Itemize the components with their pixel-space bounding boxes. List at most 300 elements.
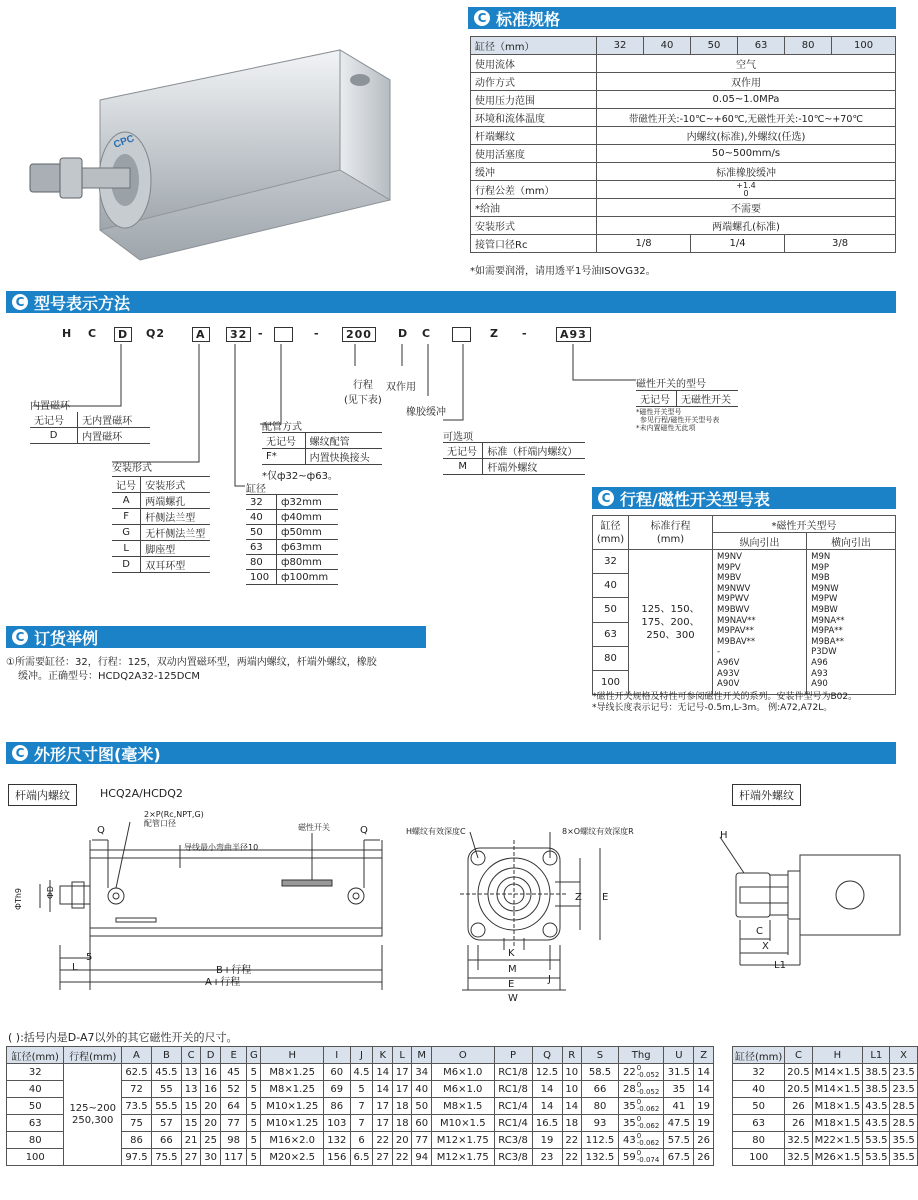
cell: 32.5 <box>785 1132 812 1149</box>
cell: 63 <box>7 1115 64 1132</box>
product-image <box>20 40 450 270</box>
code-part: - <box>522 327 528 340</box>
thg-base: 22 <box>623 1067 636 1078</box>
table-row <box>471 91 896 109</box>
cell: 5 <box>247 1081 261 1098</box>
cell: 23 <box>532 1149 562 1166</box>
dim-m-label: M <box>508 964 517 975</box>
header-cell: H <box>261 1047 324 1064</box>
switch-model: M9BAV** <box>717 636 756 647</box>
bore-title: 缸径 <box>246 484 266 495</box>
cell: 螺纹配管 <box>305 433 382 449</box>
cell <box>593 516 629 550</box>
tol-top: 0 <box>636 1115 642 1123</box>
cell: 内螺纹(标准),外螺纹(任选) <box>597 127 896 145</box>
mount-title: 安装形式 <box>112 463 152 474</box>
cell: 23.5 <box>890 1081 917 1098</box>
cell: 63 <box>246 540 277 555</box>
stroke-span-cell <box>64 1064 121 1166</box>
table-row <box>112 541 210 557</box>
cell: 行程公差（mm） <box>471 181 597 199</box>
cell: 17 <box>392 1064 411 1081</box>
spec-note: *如需要润滑，请用透平1号油ISOVG32。 <box>470 266 656 277</box>
cell: 80 <box>7 1132 64 1149</box>
cell: 无记号 <box>443 443 483 459</box>
cell: 52 <box>220 1081 246 1098</box>
bore-table <box>246 494 338 585</box>
cell: 63 <box>738 37 785 55</box>
cell: *磁性开关型号 <box>713 516 896 533</box>
cell: 132.5 <box>582 1149 619 1166</box>
table-row <box>593 550 896 695</box>
cell: 69 <box>324 1081 350 1098</box>
switch-model: M9PW <box>811 594 838 605</box>
cell: 55 <box>151 1081 181 1098</box>
thg-cell <box>618 1081 663 1098</box>
rod-end-table <box>732 1046 918 1166</box>
switch-model: M9PV <box>717 562 741 573</box>
cell: 杆端螺纹 <box>471 127 597 145</box>
cell: 32 <box>7 1064 64 1081</box>
thg-base: 35 <box>623 1118 636 1129</box>
cell: 无记号 <box>636 391 676 407</box>
cell: D <box>30 428 78 444</box>
cell: 67.5 <box>664 1149 694 1166</box>
cell: 94 <box>412 1149 431 1166</box>
table-row <box>471 127 896 145</box>
cell: 41 <box>664 1098 694 1115</box>
switch-model: A93V <box>717 668 740 679</box>
header-cell: I <box>324 1047 350 1064</box>
cell: 19 <box>694 1098 714 1115</box>
dimension-table <box>6 1046 714 1166</box>
magnet-title: 内置磁环 <box>30 401 70 412</box>
cell: 45.5 <box>151 1064 181 1081</box>
cell: 6 <box>350 1132 373 1149</box>
tol-bottom: -0.062 <box>636 1139 660 1147</box>
table-header-row <box>733 1047 918 1064</box>
cell: 接管口径Rc <box>471 235 597 253</box>
thg-tol <box>637 1133 660 1147</box>
header-cell: Z <box>694 1047 714 1064</box>
stroke-span-line: 250,300 <box>72 1114 114 1126</box>
stroke-notes <box>592 692 857 714</box>
cell: 缸径（mm） <box>471 37 597 55</box>
cell: 杆侧法兰型 <box>141 509 210 525</box>
cell: 4.5 <box>350 1064 373 1081</box>
cell: 20 <box>201 1115 220 1132</box>
cell: 86 <box>324 1098 350 1115</box>
switch-title: 磁性开关的型号 <box>636 379 706 390</box>
cell: 47.5 <box>664 1115 694 1132</box>
switch-model: A90V <box>717 679 740 690</box>
stroke-line: 250、300 <box>646 629 695 641</box>
tol-top: 0 <box>636 1132 642 1140</box>
cell: 7 <box>350 1115 373 1132</box>
tol-bottom: -0.062 <box>636 1122 660 1130</box>
table-row <box>471 181 896 199</box>
switch-model: M9BA** <box>811 636 845 647</box>
cell: 20.5 <box>785 1081 812 1098</box>
table-row <box>471 37 896 55</box>
cell: M12×1.75 <box>431 1149 494 1166</box>
thg-cell <box>618 1098 663 1115</box>
cell: 66 <box>582 1081 619 1098</box>
cell: 40 <box>644 37 691 55</box>
table-row <box>246 555 338 570</box>
tag-outer-thread: 杆端外螺纹 <box>732 784 801 806</box>
thg-base: 35 <box>623 1101 636 1112</box>
cell: 无内置磁环 <box>78 412 150 428</box>
cell: 98 <box>220 1132 246 1149</box>
switch-model: M9PAV** <box>717 626 754 637</box>
dim-w-label: W <box>508 993 518 1004</box>
cell: 14 <box>532 1098 562 1115</box>
header-cell: 缸径(mm) <box>733 1047 785 1064</box>
table-row <box>30 428 150 444</box>
switch-label: 磁性开关 <box>298 823 330 832</box>
dim-l-label: L <box>72 962 78 973</box>
cell: 23.5 <box>890 1064 917 1081</box>
header-cell: S <box>582 1047 619 1064</box>
section-bullet-icon: C <box>598 490 614 506</box>
cell: 100 <box>246 570 277 585</box>
code-part: A93 <box>556 327 591 342</box>
table-row <box>471 217 896 235</box>
dim-th9-label: ФTh9 <box>14 888 23 910</box>
table-row <box>471 163 896 181</box>
table-row <box>471 55 896 73</box>
table-row <box>262 449 382 465</box>
cell: 16 <box>201 1064 220 1081</box>
cell: 16 <box>201 1081 220 1098</box>
cell: 40 <box>246 510 277 525</box>
hdr-line: 标准行程 <box>650 520 691 532</box>
section-header-model <box>6 291 896 313</box>
cell: ф63mm <box>277 540 339 555</box>
cell: 50~500mm/s <box>597 145 896 163</box>
cell: 不需要 <box>597 199 896 217</box>
order-example <box>6 656 377 684</box>
cell: 22 <box>392 1149 411 1166</box>
cell: 无记号 <box>262 433 305 449</box>
cell: 15 <box>181 1115 200 1132</box>
cell: 86 <box>121 1132 151 1149</box>
table-row <box>733 1132 918 1149</box>
cell: 18 <box>392 1098 411 1115</box>
header-cell: G <box>247 1047 261 1064</box>
tag-inner-thread: 杆端内螺纹 <box>8 784 77 806</box>
table-header-row <box>7 1047 714 1064</box>
switch-model: M9PWV <box>717 594 750 605</box>
bore-cell: 100 <box>600 676 621 688</box>
cell: 26 <box>785 1115 812 1132</box>
cell: 53.5 <box>863 1132 890 1149</box>
table-row <box>246 495 338 510</box>
cell: 13 <box>181 1081 200 1098</box>
cell: M16×2.0 <box>261 1132 324 1149</box>
cell: 标准（杆端内螺纹） <box>483 443 585 459</box>
cell: M10×1.25 <box>261 1115 324 1132</box>
header-cell: D <box>201 1047 220 1064</box>
cell: M8×1.25 <box>261 1064 324 1081</box>
table-row <box>733 1098 918 1115</box>
order-line: ①所需要缸径：32，行程：125，双动内置磁环型，两端内螺纹，杆端外螺纹，橡胶 <box>6 657 377 668</box>
magnet-table <box>30 412 150 444</box>
table-row <box>30 412 150 428</box>
cell: M12×1.75 <box>431 1132 494 1149</box>
cell: 117 <box>220 1149 246 1166</box>
cell: 杆端外螺纹 <box>483 459 585 475</box>
cell: 22 <box>373 1132 392 1149</box>
cell: 脚座型 <box>141 541 210 557</box>
cell: 5 <box>350 1081 373 1098</box>
stroke-label-sub: (见下表) <box>344 395 382 406</box>
radial-list <box>807 550 896 695</box>
cell: ф100mm <box>277 570 339 585</box>
cell: 32.5 <box>785 1149 812 1166</box>
cell: 17 <box>373 1115 392 1132</box>
section-bullet-icon: C <box>12 745 28 761</box>
thg-base: 59 <box>623 1152 636 1163</box>
cell: F <box>112 509 141 525</box>
cell: RC1/4 <box>494 1098 532 1115</box>
header-cell: B <box>151 1047 181 1064</box>
pipe-note: *仅ф32~ф63。 <box>262 471 338 482</box>
stroke-label <box>344 376 382 406</box>
cell: 使用压力范围 <box>471 91 597 109</box>
header-cell: O <box>431 1047 494 1064</box>
bore-cell: 80 <box>593 647 628 671</box>
cell: 双作用 <box>597 73 896 91</box>
spec-table <box>470 36 896 253</box>
cell: 50 <box>733 1098 785 1115</box>
cell: 7 <box>350 1098 373 1115</box>
cell: 28.5 <box>890 1098 917 1115</box>
cell: 25 <box>201 1132 220 1149</box>
bore-cell: 40 <box>593 574 628 598</box>
cell: 使用流体 <box>471 55 597 73</box>
cell: 32 <box>733 1064 785 1081</box>
table-row <box>112 557 210 573</box>
cell: 带磁性开关:-10℃~+60℃,无磁性开关:-10℃~+70℃ <box>597 109 896 127</box>
cell: 77 <box>412 1132 431 1149</box>
cell: 内置快换接头 <box>305 449 382 465</box>
cell: 18 <box>562 1115 581 1132</box>
cell: 无记号 <box>30 412 78 428</box>
cell: 6.5 <box>350 1149 373 1166</box>
cell: 5 <box>247 1098 261 1115</box>
switch-model: M9NV <box>717 552 742 562</box>
cell: 动作方式 <box>471 73 597 91</box>
section-title: 外形尺寸图(毫米) <box>34 744 161 764</box>
stroke-switch-table <box>592 515 896 695</box>
thg-tol <box>637 1065 660 1079</box>
switch-model: M9BWV <box>717 604 750 615</box>
cell: 两端螺孔 <box>141 493 210 509</box>
cell: 50 <box>7 1098 64 1115</box>
cell: 32 <box>597 37 644 55</box>
thg-base: 43 <box>623 1135 636 1146</box>
cell: RC1/4 <box>494 1115 532 1132</box>
switch-note: 参见行程/磁性开关型号表 <box>640 416 720 424</box>
tol-bottom: -0.062 <box>636 1105 660 1113</box>
bore-cell: 50 <box>593 598 628 622</box>
switch-model: M9B <box>811 573 830 584</box>
thg-cell <box>618 1149 663 1166</box>
switch-model: A90 <box>811 679 828 690</box>
cell: 100 <box>7 1149 64 1166</box>
cell: 73.5 <box>121 1098 151 1115</box>
cell: 100 <box>733 1149 785 1166</box>
option-title: 可选项 <box>443 432 473 443</box>
cell: 14 <box>694 1081 714 1098</box>
hdr-line: (mm) <box>596 533 625 545</box>
cell: 63 <box>733 1115 785 1132</box>
table-row <box>246 540 338 555</box>
dim-f-label: 5 <box>86 952 93 963</box>
cell: D <box>112 557 141 573</box>
switch-table <box>636 390 738 407</box>
thg-base: 28 <box>623 1084 636 1095</box>
cell: M18×1.5 <box>812 1098 863 1115</box>
cell: 18 <box>392 1115 411 1132</box>
section-bullet-icon: C <box>12 294 28 310</box>
dim-k-label: K <box>508 948 515 959</box>
cell: G <box>112 525 141 541</box>
cell: 38.5 <box>863 1081 890 1098</box>
cell: 60 <box>412 1115 431 1132</box>
code-part: 32 <box>226 327 251 342</box>
table-row <box>112 477 210 493</box>
cell: 22 <box>562 1132 581 1149</box>
cell: 环境和流体温度 <box>471 109 597 127</box>
cell: RC3/8 <box>494 1149 532 1166</box>
port-callout <box>144 810 204 828</box>
cell <box>597 181 896 199</box>
cell: RC1/8 <box>494 1081 532 1098</box>
cell: 80 <box>582 1098 619 1115</box>
o-thread-label: 8×O螺纹有效深度R <box>562 827 634 836</box>
header-cell: P <box>494 1047 532 1064</box>
cell: 28.5 <box>890 1115 917 1132</box>
table-row <box>246 525 338 540</box>
switch-note: *未内置磁性无此项 <box>636 424 696 432</box>
switch-notes <box>636 408 719 432</box>
code-part: - <box>314 327 320 340</box>
tol-bottom: -0.052 <box>636 1071 660 1079</box>
cell: 标准橡胶缓冲 <box>597 163 896 181</box>
cell: 75.5 <box>151 1149 181 1166</box>
cell: 50 <box>246 525 277 540</box>
code-part: 200 <box>342 327 376 342</box>
cell: ф50mm <box>277 525 339 540</box>
code-part: □ <box>274 327 293 342</box>
table-row <box>7 1064 714 1081</box>
header-cell: L1 <box>863 1047 890 1064</box>
tol-top: 0 <box>636 1098 642 1106</box>
cell: 50 <box>691 37 738 55</box>
code-part: H <box>62 327 73 340</box>
cell: 100 <box>832 37 896 55</box>
code-part: Q2 <box>146 327 166 340</box>
section-header-spec <box>468 7 896 29</box>
switch-model: M9P <box>811 562 830 573</box>
stroke-note: *磁性开关规格及特性可参阅磁性开关的系列。安装件型号为B02。 <box>592 692 858 702</box>
tag-model: HCQ2A/HCDQ2 <box>100 787 183 800</box>
cell: 45 <box>220 1064 246 1081</box>
cell: 64 <box>220 1098 246 1115</box>
table-row <box>593 516 896 533</box>
cell: 19 <box>532 1132 562 1149</box>
double-label: 双作用 <box>386 382 416 393</box>
header-cell: K <box>373 1047 392 1064</box>
dim-q-label: Q <box>97 825 105 836</box>
cell: M14×1.5 <box>812 1081 863 1098</box>
cell: 66 <box>151 1132 181 1149</box>
cell: 156 <box>324 1149 350 1166</box>
table-row <box>262 433 382 449</box>
cell: 14 <box>373 1064 392 1081</box>
cell: 77 <box>220 1115 246 1132</box>
cell: 26 <box>694 1132 714 1149</box>
bore-cell: 63 <box>593 623 628 647</box>
cell: 112.5 <box>582 1132 619 1149</box>
switch-model: A93 <box>811 668 828 679</box>
header-cell: 缸径(mm) <box>7 1047 64 1064</box>
cell: RC3/8 <box>494 1132 532 1149</box>
code-part: □ <box>452 327 471 342</box>
cell: 53.5 <box>863 1149 890 1166</box>
cell: F* <box>262 449 305 465</box>
cell: 97.5 <box>121 1149 151 1166</box>
tol-bottom: 0 <box>743 188 749 198</box>
dim-note: ( ):括号内是D-A7以外的其它磁性开关的尺寸。 <box>8 1031 238 1044</box>
cell: 19 <box>694 1115 714 1132</box>
header-cell: U <box>664 1047 694 1064</box>
h-thread-label: H螺纹有效深度C <box>406 827 466 836</box>
header-cell: J <box>350 1047 373 1064</box>
cell: 35.5 <box>890 1149 917 1166</box>
cell: ф40mm <box>277 510 339 525</box>
cell: M6×1.0 <box>431 1064 494 1081</box>
cell: 62.5 <box>121 1064 151 1081</box>
tol-top: +1.4 <box>736 180 756 190</box>
cell: 双耳环型 <box>141 557 210 573</box>
cell: M <box>443 459 483 475</box>
dim-h-label: H <box>720 830 728 841</box>
hdr-line: 缸径 <box>600 520 621 532</box>
code-part: - <box>258 327 264 340</box>
cell: 20.5 <box>785 1064 812 1081</box>
port-label2: 配管口径 <box>144 819 176 828</box>
rod-end-drawing <box>700 815 900 975</box>
switch-model: M9NA** <box>811 615 845 626</box>
dim-l1-label: L1 <box>774 960 786 971</box>
table-row <box>471 109 896 127</box>
cell: M18×1.5 <box>812 1115 863 1132</box>
thg-tol <box>637 1099 660 1113</box>
cell: 22 <box>562 1149 581 1166</box>
table-row <box>471 145 896 163</box>
front-view-drawing <box>440 820 630 1005</box>
cell: 使用活塞度 <box>471 145 597 163</box>
cell: 27 <box>181 1149 200 1166</box>
cell: M8×1.5 <box>431 1098 494 1115</box>
cell: M22×1.5 <box>812 1132 863 1149</box>
code-part: Z <box>490 327 499 340</box>
cell: 26 <box>694 1149 714 1166</box>
